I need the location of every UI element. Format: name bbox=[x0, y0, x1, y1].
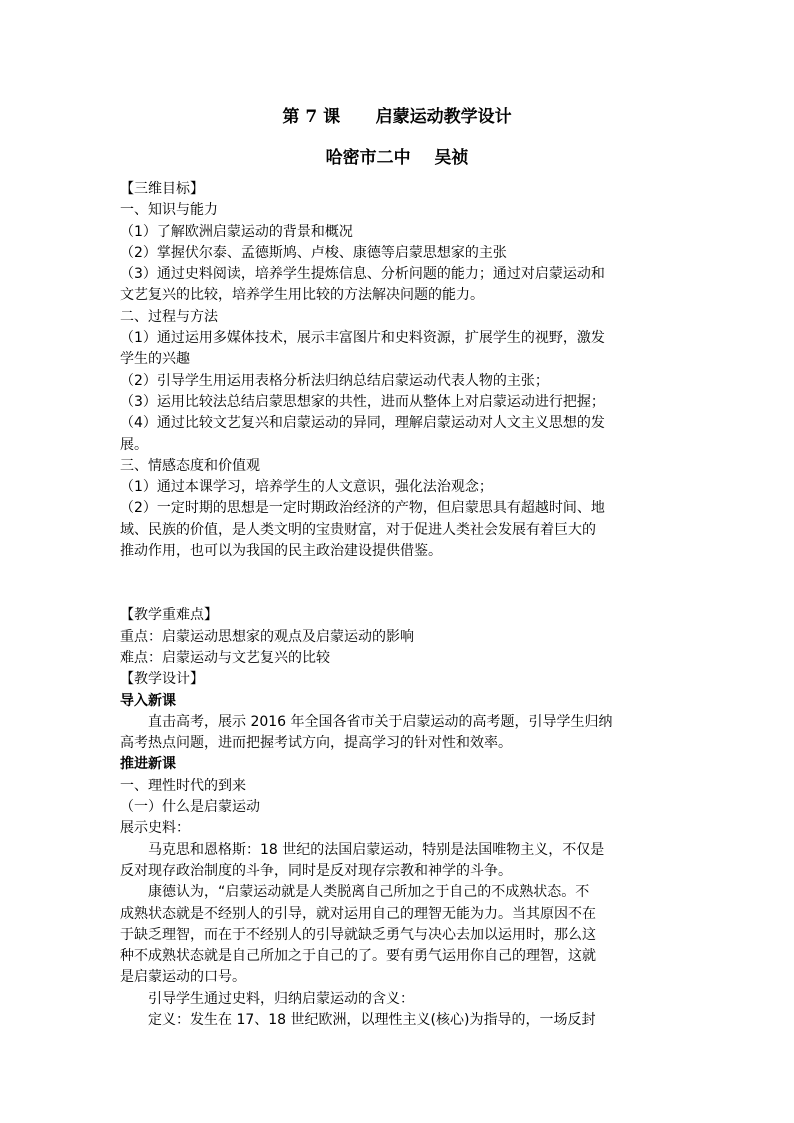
paragraph-line: 成熟状态就是不经别人的引导，就对运用自己的理智无能为力。当其原因不在 bbox=[120, 905, 596, 922]
paragraph-line: （2）引导学生用运用表格分析法归纳总结启蒙运动代表人物的主张； bbox=[120, 372, 549, 389]
paragraph-line: 引导学生通过史料，归纳启蒙运动的含义： bbox=[148, 990, 414, 1007]
subheading-what-is-enlightenment: （一）什么是启蒙运动 bbox=[120, 799, 260, 816]
paragraph-line: 域、民族的价值，是人类文明的宝贵财富，对于促进人类社会发展有着巨大的 bbox=[120, 521, 596, 538]
paragraph-line: 于缺乏理智，而在于不经别人的引导就缺乏勇气与决心去加以运用时，那么这 bbox=[120, 926, 596, 943]
paragraph-line: 学生的兴趣 bbox=[120, 351, 190, 368]
key-points-heading: 【教学重难点】 bbox=[120, 607, 218, 624]
paragraph-line: 展示史料： bbox=[120, 820, 190, 837]
paragraph-line: （2）掌握伏尔泰、孟德斯鸠、卢梭、康德等启蒙思想家的主张 bbox=[120, 244, 507, 261]
paragraph-line: （2）一定时期的思想是一定时期政治经济的产物，但启蒙思具有超越时间、地 bbox=[120, 500, 605, 517]
paragraph-line: 重点：启蒙运动思想家的观点及启蒙运动的影响 bbox=[120, 628, 414, 645]
paragraph-line: 难点：启蒙运动与文艺复兴的比较 bbox=[120, 649, 330, 666]
paragraph-line: （1）了解欧洲启蒙运动的背景和概况 bbox=[120, 223, 353, 240]
paragraph-line: （1）通过本课学习，培养学生的人文意识，强化法治观念； bbox=[120, 479, 493, 496]
paragraph-line: 文艺复兴的比较，培养学生用比较的方法解决问题的能力。 bbox=[120, 287, 484, 304]
paragraph-line: 马克思和恩格斯：18 世纪的法国启蒙运动，特别是法国唯物主义，不仅是 bbox=[148, 841, 605, 858]
subheading-knowledge: 一、知识与能力 bbox=[120, 202, 218, 219]
document-author: 哈密市二中 吴祯 bbox=[325, 148, 469, 168]
paragraph-line: 种不成熟状态就是自己所加之于自己的了。要有勇气运用你自己的理智，这就 bbox=[120, 948, 596, 965]
document-body bbox=[120, 179, 676, 1031]
paragraph-line: 康德认为，“启蒙运动就是人类脱离自己所加之于自己的不成熟状态。不 bbox=[148, 884, 590, 901]
subheading-values: 三、情感态度和价值观 bbox=[120, 457, 260, 474]
document-title: 第 7 课 启蒙运动教学设计 bbox=[282, 107, 512, 127]
intro-heading: 导入新课 bbox=[120, 692, 176, 709]
paragraph-line: 高考热点问题，进而把握考试方向，提高学习的针对性和效率。 bbox=[120, 735, 512, 752]
section-gap bbox=[120, 562, 676, 605]
paragraph-line: 直击高考，展示 2016 年全国各省市关于启蒙运动的高考题，引导学生归纳 bbox=[148, 713, 613, 730]
paragraph-line: 是启蒙运动的口号。 bbox=[120, 969, 246, 986]
objectives-heading: 【三维目标】 bbox=[120, 181, 204, 197]
paragraph-line: （3）通过史料阅读，培养学生提炼信息、分析问题的能力；通过对启蒙运动和 bbox=[120, 266, 605, 283]
paragraph-line: 定义：发生在 17、18 世纪欧洲，以理性主义(核心)为指导的，一场反封 bbox=[148, 1011, 596, 1028]
subheading-process: 二、过程与方法 bbox=[120, 308, 218, 325]
objectives-section bbox=[120, 179, 676, 562]
subheading-age-of-reason: 一、理性时代的到来 bbox=[120, 777, 246, 794]
paragraph-line: （1）通过运用多媒体技术，展示丰富图片和史料资源，扩展学生的视野，激发 bbox=[120, 330, 605, 347]
paragraph-line: 推动作用，也可以为我国的民主政治建设提供借鉴。 bbox=[120, 543, 442, 560]
design-heading: 【教学设计】 bbox=[120, 671, 204, 688]
paragraph-line: 展。 bbox=[120, 436, 148, 453]
paragraph-line: （4）通过比较文艺复兴和启蒙运动的异同，理解启蒙运动对人文主义思想的发 bbox=[120, 415, 605, 432]
paragraph-line: 反对现存政治制度的斗争，同时是反对现存宗教和神学的斗争。 bbox=[120, 862, 512, 879]
new-lesson-heading: 推进新课 bbox=[120, 756, 176, 773]
paragraph-line: （3）运用比较法总结启蒙思想家的共性，进而从整体上对启蒙运动进行把握； bbox=[120, 393, 605, 410]
teaching-section bbox=[120, 605, 676, 1031]
